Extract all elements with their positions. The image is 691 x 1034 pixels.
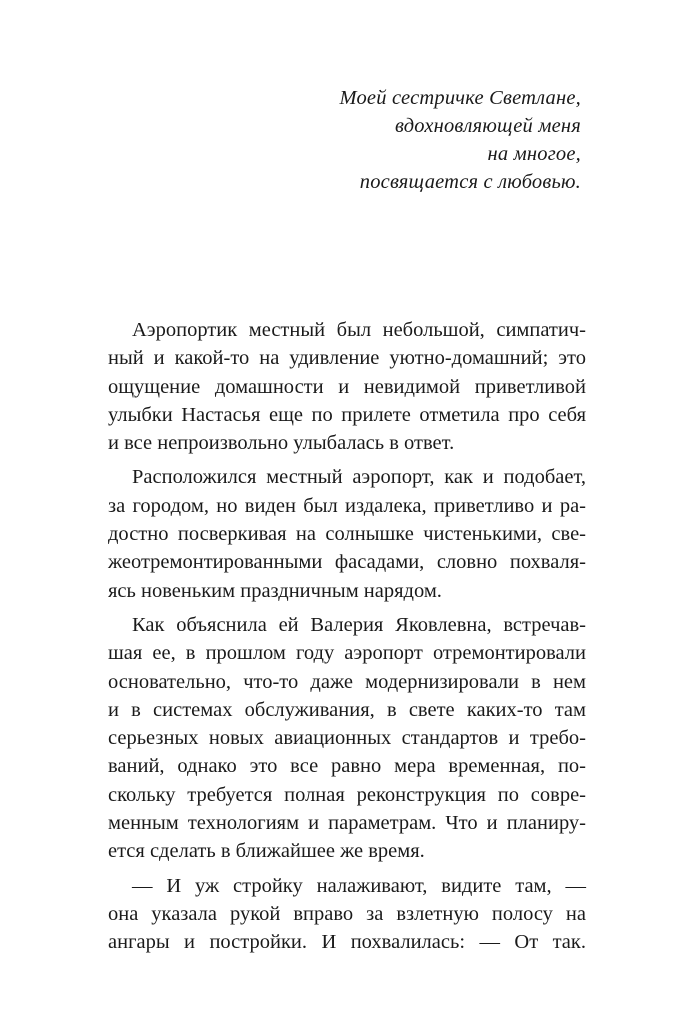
text-line: и все непроизвольно улыбалась в ответ. (108, 432, 455, 455)
paragraph (108, 316, 586, 457)
text-line: ваний, однако это все равно мера временная, по- (108, 755, 586, 778)
text-line: скольку требуется полная реконструкция по совре- (108, 783, 586, 806)
dedication-line: Моей сестричке Светлане, (339, 87, 581, 109)
body-text (108, 316, 586, 963)
text-line: Расположился местный аэропорт, как и подобает, (132, 466, 586, 489)
text-line: шая ее, в прошлом году аэропорт отремонтировали (108, 642, 586, 665)
text-line: ный и какой-то на удивление уютно-домашний; это (108, 347, 586, 370)
text-line: ощущение домашности и невидимой приветливой (108, 375, 586, 398)
text-line: Как объяснила ей Валерия Яковлевна, встречав- (132, 613, 586, 636)
text-line: жеотремонтированными фасадами, словно похваля- (108, 551, 586, 574)
dedication (340, 84, 582, 196)
text-line: достно посверкивая на солнышке чистенькими, све- (108, 523, 586, 546)
text-line: серьезных новых авиационных стандартов и требо- (108, 727, 586, 750)
text-line: — И уж стройку налаживают, видите там, — (132, 874, 586, 897)
text-line: за городом, но виден был издалека, приветливо и ра- (108, 494, 586, 517)
dedication-line: вдохновляющей меня (395, 115, 581, 137)
paragraph (108, 872, 586, 957)
text-line: она указала рукой вправо за взлетную полосу на (108, 902, 586, 925)
text-line: и в системах обслуживания, в свете каких-то там (108, 698, 586, 721)
text-line: ангары и постройки. И похвалилась: — От так. (108, 931, 586, 954)
text-line: основательно, что-то даже модернизировали в нем (108, 670, 586, 693)
text-line: менным технологиям и параметрам. Что и планиру- (108, 812, 586, 835)
text-line: Аэропортик местный был небольшой, симпатич- (132, 319, 586, 341)
text-line: ясь новеньким праздничным нарядом. (108, 579, 442, 602)
text-line: ется сделать в ближайшее же время. (108, 840, 425, 863)
dedication-line: посвящается с любовью. (359, 171, 581, 193)
paragraph (108, 463, 586, 604)
dedication-line: на многое, (487, 143, 581, 165)
paragraph (108, 611, 586, 866)
text-line: улыбки Настасья еще по прилете отметила про себя (108, 403, 586, 426)
